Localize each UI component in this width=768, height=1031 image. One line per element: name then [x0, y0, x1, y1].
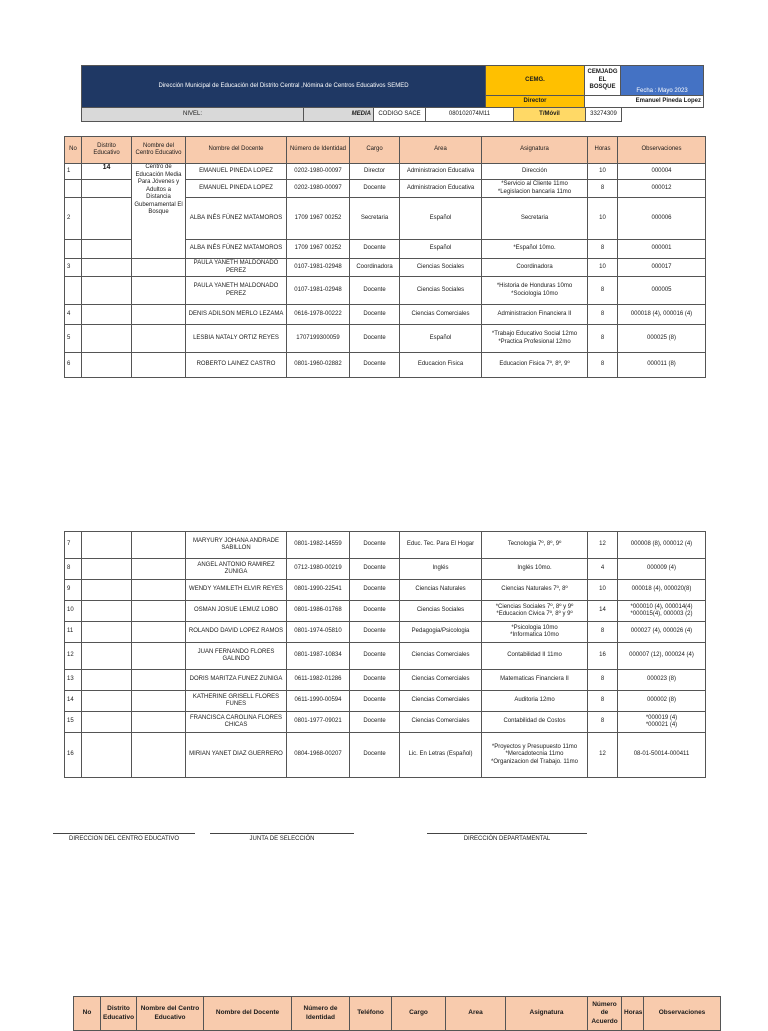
cell-identidad: 0801-1987-10834 — [287, 643, 350, 670]
cell-docente: PAULA YANETH MALDONADO PEREZ — [186, 259, 287, 277]
phone-value: 33274309 — [586, 108, 622, 122]
distrito-cell — [82, 559, 132, 580]
t3-col-area: Area — [446, 997, 506, 1031]
distrito-cell — [82, 198, 132, 240]
row-number: 10 — [65, 601, 82, 622]
table-row — [65, 259, 706, 277]
distrito-cell — [82, 305, 132, 325]
signature-junta: JUNTA DE SELECCIÓN — [210, 833, 354, 842]
cell-area: Administracion Educativa — [400, 180, 482, 198]
t3-col-distrito: Distrito Educativo — [101, 997, 137, 1031]
cell-area: Español — [400, 325, 482, 353]
cell-docente: ROBERTO LAINEZ CASTRO — [186, 353, 287, 378]
cell-area: Ciencias Comerciales — [400, 691, 482, 712]
cell-cargo: Docente — [350, 325, 400, 353]
cell-identidad: 1709 1967 00252 — [287, 198, 350, 240]
centro-cell — [132, 733, 186, 778]
cell-asignatura: Inglés 10mo. — [482, 559, 588, 580]
staff-table-3-header — [73, 996, 721, 1031]
cell-obs: 000012 — [618, 180, 706, 198]
cell-asignatura: *Trabajo Educativo Social 12mo *Practica Profesional 12mo — [482, 325, 588, 353]
distrito-cell — [82, 691, 132, 712]
t3-col-docente: Nombre del Docente — [204, 997, 292, 1031]
cell-identidad: 0804-1968-00207 — [287, 733, 350, 778]
distrito-cell — [82, 532, 132, 559]
col-cargo: Cargo — [350, 137, 400, 164]
table-row — [65, 325, 706, 353]
col-observaciones: Observaciones — [618, 137, 706, 164]
centro-cell — [132, 559, 186, 580]
cell-obs: *000019 (4) *000021 (4) — [618, 712, 706, 733]
cell-identidad: 0801-1974-05810 — [287, 622, 350, 643]
cell-identidad: 0801-1977-09021 — [287, 712, 350, 733]
cell-area: Ciencias Comerciales — [400, 670, 482, 691]
cell-docente: MIRIAN YANET DIAZ GUERRERO — [186, 733, 287, 778]
distrito-cell — [82, 277, 132, 305]
cell-asignatura: Ciencias Naturales 7º, 8º — [482, 580, 588, 601]
cell-asignatura: *Proyectos y Presupuesto 11mo *Mercadotecnia 11mo *Organizacion del Trabajo. 11mo — [482, 733, 588, 778]
t3-col-centro: Nombre del Centro Educativo — [137, 997, 204, 1031]
date-label: Fecha : Mayo 2023 — [621, 66, 704, 96]
cell-area: Pedagogia/Psicologia — [400, 622, 482, 643]
cell-area: Ciencias Sociales — [400, 259, 482, 277]
t3-col-asignatura: Asignatura — [506, 997, 588, 1031]
cell-asignatura: Tecnologia 7º, 8º, 9º — [482, 532, 588, 559]
cell-docente: KATHERINE GRISELL FLORES FUNES — [186, 691, 287, 712]
staff-table-1 — [64, 136, 706, 378]
row-number — [65, 240, 82, 259]
cell-obs: 000009 (4) — [618, 559, 706, 580]
table-row — [65, 733, 706, 778]
cell-docente: WENDY YAMILETH ELVIR REYES — [186, 580, 287, 601]
cell-cargo: Docente — [350, 622, 400, 643]
cell-cargo: Docente — [350, 691, 400, 712]
table-row — [65, 559, 706, 580]
cell-identidad: 0611-1982-01286 — [287, 670, 350, 691]
row-number: 14 — [65, 691, 82, 712]
distrito-cell: 14 — [82, 164, 132, 180]
cell-identidad: 0801-1990-22541 — [287, 580, 350, 601]
cell-horas: 8 — [588, 180, 618, 198]
cell-horas: 14 — [588, 601, 618, 622]
sace-value: 080102074M11 — [426, 108, 514, 122]
row-number: 6 — [65, 353, 82, 378]
cell-asignatura: Matematicas Financiera II — [482, 670, 588, 691]
cell-horas: 8 — [588, 691, 618, 712]
cell-asignatura: Dirección — [482, 164, 588, 180]
cell-docente: FRANCISCA CAROLINA FLORES CHICAS — [186, 712, 287, 733]
cell-cargo: Docente — [350, 670, 400, 691]
cell-area: Ciencias Sociales — [400, 277, 482, 305]
cell-obs: 000006 — [618, 198, 706, 240]
t3-col-identidad: Número de Identidad — [292, 997, 350, 1031]
cell-horas: 8 — [588, 277, 618, 305]
centro-cell — [132, 601, 186, 622]
cell-docente: ANGEL ANTONIO RAMIREZ ZUNIGA — [186, 559, 287, 580]
header-band — [81, 65, 704, 108]
row-number: 12 — [65, 643, 82, 670]
distrito-cell — [82, 580, 132, 601]
table-row — [65, 643, 706, 670]
cell-cargo: Docente — [350, 240, 400, 259]
cell-asignatura: Secretaria — [482, 198, 588, 240]
row-number: 2 — [65, 198, 82, 240]
cell-area: Educacion Fisica — [400, 353, 482, 378]
cell-horas: 12 — [588, 733, 618, 778]
cell-cargo: Secretaria — [350, 198, 400, 240]
col-identidad: Número de Identidad — [287, 137, 350, 164]
cell-obs: 000018 (4), 000016 (4) — [618, 305, 706, 325]
cell-obs: 000004 — [618, 164, 706, 180]
cell-cargo: Docente — [350, 559, 400, 580]
cell-identidad: 0611-1990-00594 — [287, 691, 350, 712]
cell-asignatura: *Servicio al Cliente 11mo *Legislacion bancaria 11mo — [482, 180, 588, 198]
row-number: 13 — [65, 670, 82, 691]
cell-horas: 8 — [588, 325, 618, 353]
sace-label: CODIGO SACE — [374, 108, 426, 122]
cell-identidad: 1709 1967 00252 — [287, 240, 350, 259]
col-docente: Nombre del Docente — [186, 137, 287, 164]
cell-identidad: 0712-1980-00219 — [287, 559, 350, 580]
cell-horas: 8 — [588, 240, 618, 259]
table-row — [65, 532, 706, 559]
cell-cargo: Director — [350, 164, 400, 180]
cell-asignatura: Auditoria 12mo — [482, 691, 588, 712]
distrito-cell — [82, 643, 132, 670]
row-number: 5 — [65, 325, 82, 353]
table-row — [65, 164, 706, 180]
cell-horas: 10 — [588, 198, 618, 240]
cell-identidad: 0107-1981-02948 — [287, 277, 350, 305]
cell-docente: PAULA YANETH MALDONADO PEREZ — [186, 277, 287, 305]
cell-area: Administracion Educativa — [400, 164, 482, 180]
cell-area: Ciencias Comerciales — [400, 643, 482, 670]
cell-asignatura: Educacion Fisica 7º, 8º, 9º — [482, 353, 588, 378]
cell-obs: 08-01-50014-000411 — [618, 733, 706, 778]
table-row — [65, 305, 706, 325]
cell-cargo: Docente — [350, 643, 400, 670]
cell-horas: 12 — [588, 532, 618, 559]
cell-area: Español — [400, 240, 482, 259]
nivel-label: NIVEL: — [82, 108, 304, 122]
cell-horas: 10 — [588, 259, 618, 277]
table-row — [65, 622, 706, 643]
cell-identidad: 0107-1981-02948 — [287, 259, 350, 277]
cell-area: Español — [400, 198, 482, 240]
cell-obs: 000011 (8) — [618, 353, 706, 378]
distrito-cell — [82, 240, 132, 259]
cell-area: Lic. En Letras (Español) — [400, 733, 482, 778]
row-number: 1 — [65, 164, 82, 180]
cell-docente: ALBA INÉS FÚNEZ MATAMOROS — [186, 198, 287, 240]
nivel-value: MEDIA — [304, 108, 374, 122]
t3-col-telefono: Teléfono — [350, 997, 392, 1031]
centro-cell — [132, 670, 186, 691]
row-number: 11 — [65, 622, 82, 643]
cell-docente: LESBIA NATALY ORTIZ REYES — [186, 325, 287, 353]
distrito-cell — [82, 180, 132, 198]
table-row — [65, 353, 706, 378]
cell-asignatura: Coordinadora — [482, 259, 588, 277]
cell-obs: 000005 — [618, 277, 706, 305]
row-number: 16 — [65, 733, 82, 778]
cell-docente: EMANUEL PINEDA LOPEZ — [186, 164, 287, 180]
cell-obs: 000001 — [618, 240, 706, 259]
cell-area: Ciencias Comerciales — [400, 712, 482, 733]
centro-cell — [132, 643, 186, 670]
row-number — [65, 180, 82, 198]
cell-cargo: Docente — [350, 733, 400, 778]
cell-identidad: 0801-1986-01768 — [287, 601, 350, 622]
cell-cargo: Docente — [350, 580, 400, 601]
row-number — [65, 277, 82, 305]
col-distrito: Distrito Educativo — [82, 137, 132, 164]
cell-area: Ciencias Sociales — [400, 601, 482, 622]
row-number: 8 — [65, 559, 82, 580]
cell-horas: 8 — [588, 622, 618, 643]
cell-horas: 8 — [588, 712, 618, 733]
cell-area: Ciencias Naturales — [400, 580, 482, 601]
col-horas: Horas — [588, 137, 618, 164]
table-row — [65, 277, 706, 305]
director-label: Director — [486, 96, 585, 108]
cell-cargo: Docente — [350, 532, 400, 559]
cell-horas: 10 — [588, 164, 618, 180]
centro-cell — [132, 353, 186, 378]
centro-cell: Centro de Educación Media Para Jóvenes y Adultos a Distancia Gubernamental El Bosque — [132, 164, 186, 259]
phone-label: T/Móvil — [514, 108, 586, 122]
cell-identidad: 0801-1960-02882 — [287, 353, 350, 378]
cell-docente: DENIS ADILSON MERLO LEZAMA — [186, 305, 287, 325]
cell-asignatura: Contabilidad II 11mo — [482, 643, 588, 670]
centro-cell — [132, 712, 186, 733]
cell-cargo: Docente — [350, 180, 400, 198]
distrito-cell — [82, 670, 132, 691]
table-row — [65, 670, 706, 691]
row-number: 7 — [65, 532, 82, 559]
cell-docente: DORIS MARITZA FUNEZ ZUNIGA — [186, 670, 287, 691]
cell-cargo: Docente — [350, 353, 400, 378]
cell-asignatura: *Psicologia 10mo *Informatica 10mo — [482, 622, 588, 643]
cell-identidad: 0202-1980-00097 — [287, 164, 350, 180]
centro-cell — [132, 580, 186, 601]
col-area: Area — [400, 137, 482, 164]
staff-table-2 — [64, 531, 706, 778]
distrito-cell — [82, 622, 132, 643]
cell-asignatura: *Historia de Honduras 10mo *Sociologia 10mo — [482, 277, 588, 305]
level-band — [81, 107, 622, 122]
cell-obs: 000025 (8) — [618, 325, 706, 353]
distrito-cell — [82, 259, 132, 277]
cell-obs: 000007 (12), 000024 (4) — [618, 643, 706, 670]
cell-asignatura: Contabilidad de Costos — [482, 712, 588, 733]
centro-cell — [132, 532, 186, 559]
cell-horas: 8 — [588, 305, 618, 325]
cemg-label: CEMG. — [486, 66, 585, 96]
cell-cargo: Docente — [350, 712, 400, 733]
distrito-cell — [82, 353, 132, 378]
table-row — [65, 691, 706, 712]
centro-cell — [132, 259, 186, 277]
col-centro: Nombre del Centro Educativo — [132, 137, 186, 164]
cell-obs: 000008 (8), 000012 (4) — [618, 532, 706, 559]
cell-docente: MARYURY JOHANA ANDRADE SABILLON — [186, 532, 287, 559]
cell-horas: 10 — [588, 580, 618, 601]
cell-cargo: Docente — [350, 601, 400, 622]
row-number: 9 — [65, 580, 82, 601]
col-asignatura: Asignatura — [482, 137, 588, 164]
cell-obs: 000023 (8) — [618, 670, 706, 691]
cell-obs: 000017 — [618, 259, 706, 277]
school-name: CEMJADG EL BOSQUE — [585, 66, 621, 96]
centro-cell — [132, 277, 186, 305]
t3-col-acuerdo: Número de Acuerdo — [588, 997, 622, 1031]
cell-docente: ALBA INÉS FÚNEZ MATAMOROS — [186, 240, 287, 259]
cell-identidad: 0202-1980-00097 — [287, 180, 350, 198]
cell-obs: 000018 (4), 000020(8) — [618, 580, 706, 601]
cell-identidad: 1707199300059 — [287, 325, 350, 353]
cell-horas: 8 — [588, 353, 618, 378]
centro-cell — [132, 305, 186, 325]
table1-header-row — [65, 137, 706, 164]
cell-area: Inglés — [400, 559, 482, 580]
cell-identidad: 0801-1982-14559 — [287, 532, 350, 559]
cell-area: Ciencias Comerciales — [400, 305, 482, 325]
row-number: 15 — [65, 712, 82, 733]
cell-asignatura: *Español 10mo. — [482, 240, 588, 259]
cell-horas: 8 — [588, 670, 618, 691]
cell-obs: 000002 (8) — [618, 691, 706, 712]
cell-area: Educ. Tec. Para El Hogar — [400, 532, 482, 559]
row-number: 4 — [65, 305, 82, 325]
distrito-cell — [82, 712, 132, 733]
t3-col-horas: Horas — [622, 997, 644, 1031]
col-no: No — [65, 137, 82, 164]
table3-header-row — [74, 997, 721, 1031]
signature-departamental: DIRECCIÓN DEPARTAMENTAL — [427, 833, 587, 842]
cell-docente: ROLANDO DAVID LOPEZ RAMOS — [186, 622, 287, 643]
cell-identidad: 0616-1978-00222 — [287, 305, 350, 325]
cell-obs: 000027 (4), 000026 (4) — [618, 622, 706, 643]
t3-col-observaciones: Observaciones — [644, 997, 721, 1031]
row-number: 3 — [65, 259, 82, 277]
director-name: Emanuel Pineda Lopez — [585, 96, 704, 108]
table-row — [65, 712, 706, 733]
t3-col-no: No — [74, 997, 101, 1031]
distrito-cell — [82, 601, 132, 622]
cell-docente: EMANUEL PINEDA LOPEZ — [186, 180, 287, 198]
centro-cell — [132, 325, 186, 353]
document-title: Dirección Municipal de Educación del Distrito Central ,Nómina de Centros Educativos SEMED — [82, 66, 486, 108]
cell-cargo: Docente — [350, 305, 400, 325]
table-row — [65, 580, 706, 601]
table-row — [65, 601, 706, 622]
distrito-cell — [82, 733, 132, 778]
signature-director: DIRECCION DEL CENTRO EDUCATIVO — [53, 833, 195, 842]
cell-horas: 4 — [588, 559, 618, 580]
cell-horas: 16 — [588, 643, 618, 670]
cell-obs: *000010 (4), 000014(4) *000015(4), 000003 (2) — [618, 601, 706, 622]
cell-asignatura: *Ciencias Sociales 7º, 8º y 9º *Educacion Civica 7º, 8º y 9º — [482, 601, 588, 622]
t3-col-cargo: Cargo — [392, 997, 446, 1031]
cell-cargo: Docente — [350, 277, 400, 305]
distrito-cell — [82, 325, 132, 353]
cell-asignatura: Administracion Financiera II — [482, 305, 588, 325]
cell-docente: OSMAN JOSUE LEMUZ LOBO — [186, 601, 287, 622]
centro-cell — [132, 691, 186, 712]
cell-cargo: Coordinadora — [350, 259, 400, 277]
centro-cell — [132, 622, 186, 643]
cell-docente: JUAN FERNANDO FLORES GALINDO — [186, 643, 287, 670]
